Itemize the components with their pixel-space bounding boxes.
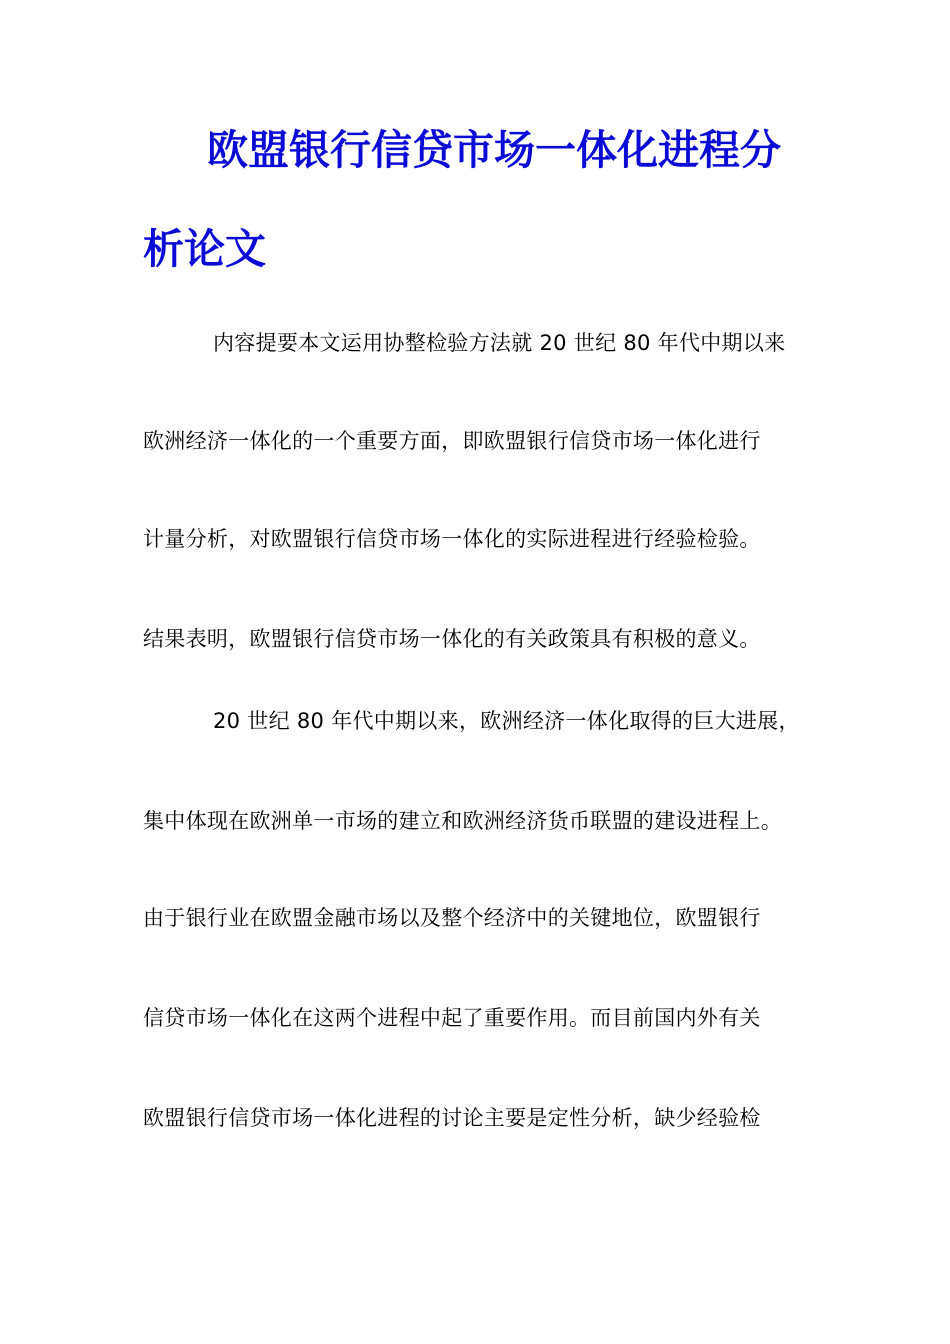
paragraph-line: 内容提要本文运用协整检验方法就 20 世纪 80 年代中期以来 — [213, 331, 786, 355]
document-title-line-2: 析论文 — [143, 225, 266, 273]
paragraph-line: 20 世纪 80 年代中期以来，欧洲经济一体化取得的巨大进展， — [213, 709, 800, 733]
paragraph-line: 结果表明，欧盟银行信贷市场一体化的有关政策具有积极的意义。 — [143, 627, 761, 651]
paragraph-line: 计量分析，对欧盟银行信贷市场一体化的实际进程进行经验检验。 — [143, 527, 761, 551]
paragraph-line: 欧洲经济一体化的一个重要方面，即欧盟银行信贷市场一体化进行 — [143, 429, 761, 453]
paragraph-line: 由于银行业在欧盟金融市场以及整个经济中的关键地位，欧盟银行 — [143, 906, 761, 930]
document-title-line-1: 欧盟银行信贷市场一体化进程分 — [207, 126, 781, 174]
paragraph-line: 信贷市场一体化在这两个进程中起了重要作用。而目前国内外有关 — [143, 1006, 761, 1030]
paragraph-line: 集中体现在欧洲单一市场的建立和欧洲经济货币联盟的建设进程上。 — [143, 809, 782, 833]
paragraph-line: 欧盟银行信贷市场一体化进程的讨论主要是定性分析，缺少经验检 — [143, 1106, 761, 1130]
